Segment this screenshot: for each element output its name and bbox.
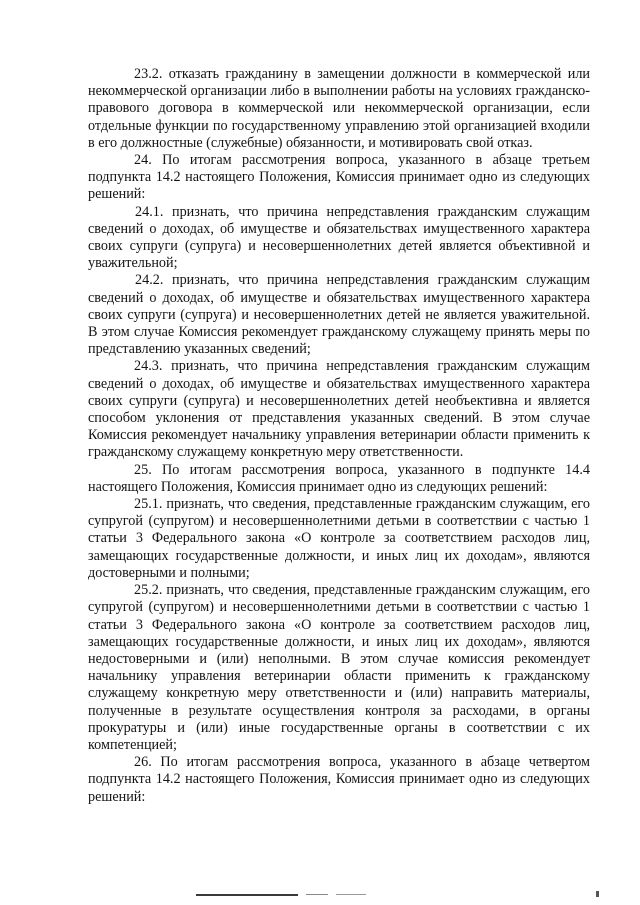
footer-rule-segment: [196, 894, 298, 896]
paragraph-24-1: 24.1. признать, что причина непредставления гражданским служащим сведений о доходах, об имуществе и обязательствах имущественного характера своих супруги (супруга) и несовершеннолетних детей является объективной и уважительной;: [88, 203, 590, 272]
paragraph-24-3: 24.3. признать, что причина непредставления гражданским служащим сведений о доходах, об имуществе и обязательствах имущественного характера своих супруги (супруга) и несовершеннолетних детей необъективна и является способом уклонения от представления указанных сведений. В этом случае Комиссия рекомендует начальнику управления ветеринарии области применить к гражданскому служащему конкретную меру ответственности.: [88, 358, 590, 461]
document-body: [88, 66, 590, 806]
footer-rule: [196, 891, 512, 899]
footer-rule-segment: [306, 894, 328, 895]
paragraph-25-2: 25.2. признать, что сведения, представленные гражданским служащим, его супругой (супругом) и несовершеннолетними детьми в соответствии с частью 1 статьи 3 Федерального закона «О контроле за соответствием расходов лиц, замещающих государственные должности, и иных лиц их доходам», являются недостоверными и (или) неполными. В этом случае комиссия рекомендует начальнику управления ветеринарии области применить к гражданскому служащему конкретную меру ответственности и (или) направить материалы, полученные в результате осуществления контроля за расходами, в органы прокуратуры и (или) иные государственные органы в соответствии с их компетенцией;: [88, 582, 590, 753]
paragraph-24: 24. По итогам рассмотрения вопроса, указанного в абзаце третьем подпункта 14.2 настоящего Положения, Комиссия принимает одно из следующих решений:: [88, 152, 590, 203]
footer-mark: [596, 891, 599, 897]
footer-rule-segment: [336, 894, 366, 895]
paragraph-25-1: 25.1. признать, что сведения, представленные гражданским служащим, его супругой (супругом) и несовершеннолетними детьми в соответствии с частью 1 статьи 3 Федерального закона «О контроле за соответствием расходов лиц, замещающих государственные должности, и иных лиц их доходам», являются достоверными и полными;: [88, 496, 590, 581]
paragraph-24-2: 24.2. признать, что причина непредставления гражданским служащим сведений о доходах, об имуществе и обязательствах имущественного характера своих супруги (супруга) и несовершеннолетних детей не является уважительной. В этом случае Комиссия рекомендует гражданскому служащему принять меры по представлению указанных сведений;: [88, 272, 590, 358]
paragraph-26: 26. По итогам рассмотрения вопроса, указанного в абзаце четвертом подпункта 14.2 настоящего Положения, Комиссия принимает одно из следующих решений:: [88, 754, 590, 805]
paragraph-25: 25. По итогам рассмотрения вопроса, указанного в подпункте 14.4 настоящего Положения, Комиссия принимает одно из следующих решений:: [88, 461, 590, 495]
paragraph-23-2: 23.2. отказать гражданину в замещении должности в коммерческой или некоммерческой организации либо в выполнении работы на условиях гражданско-правового договора в коммерческой или некоммерческой организации, если отдельные функции по государственному управлению этой организацией входили в его должностные (служебные) обязанности, и мотивировать свой отказ.: [88, 66, 590, 151]
